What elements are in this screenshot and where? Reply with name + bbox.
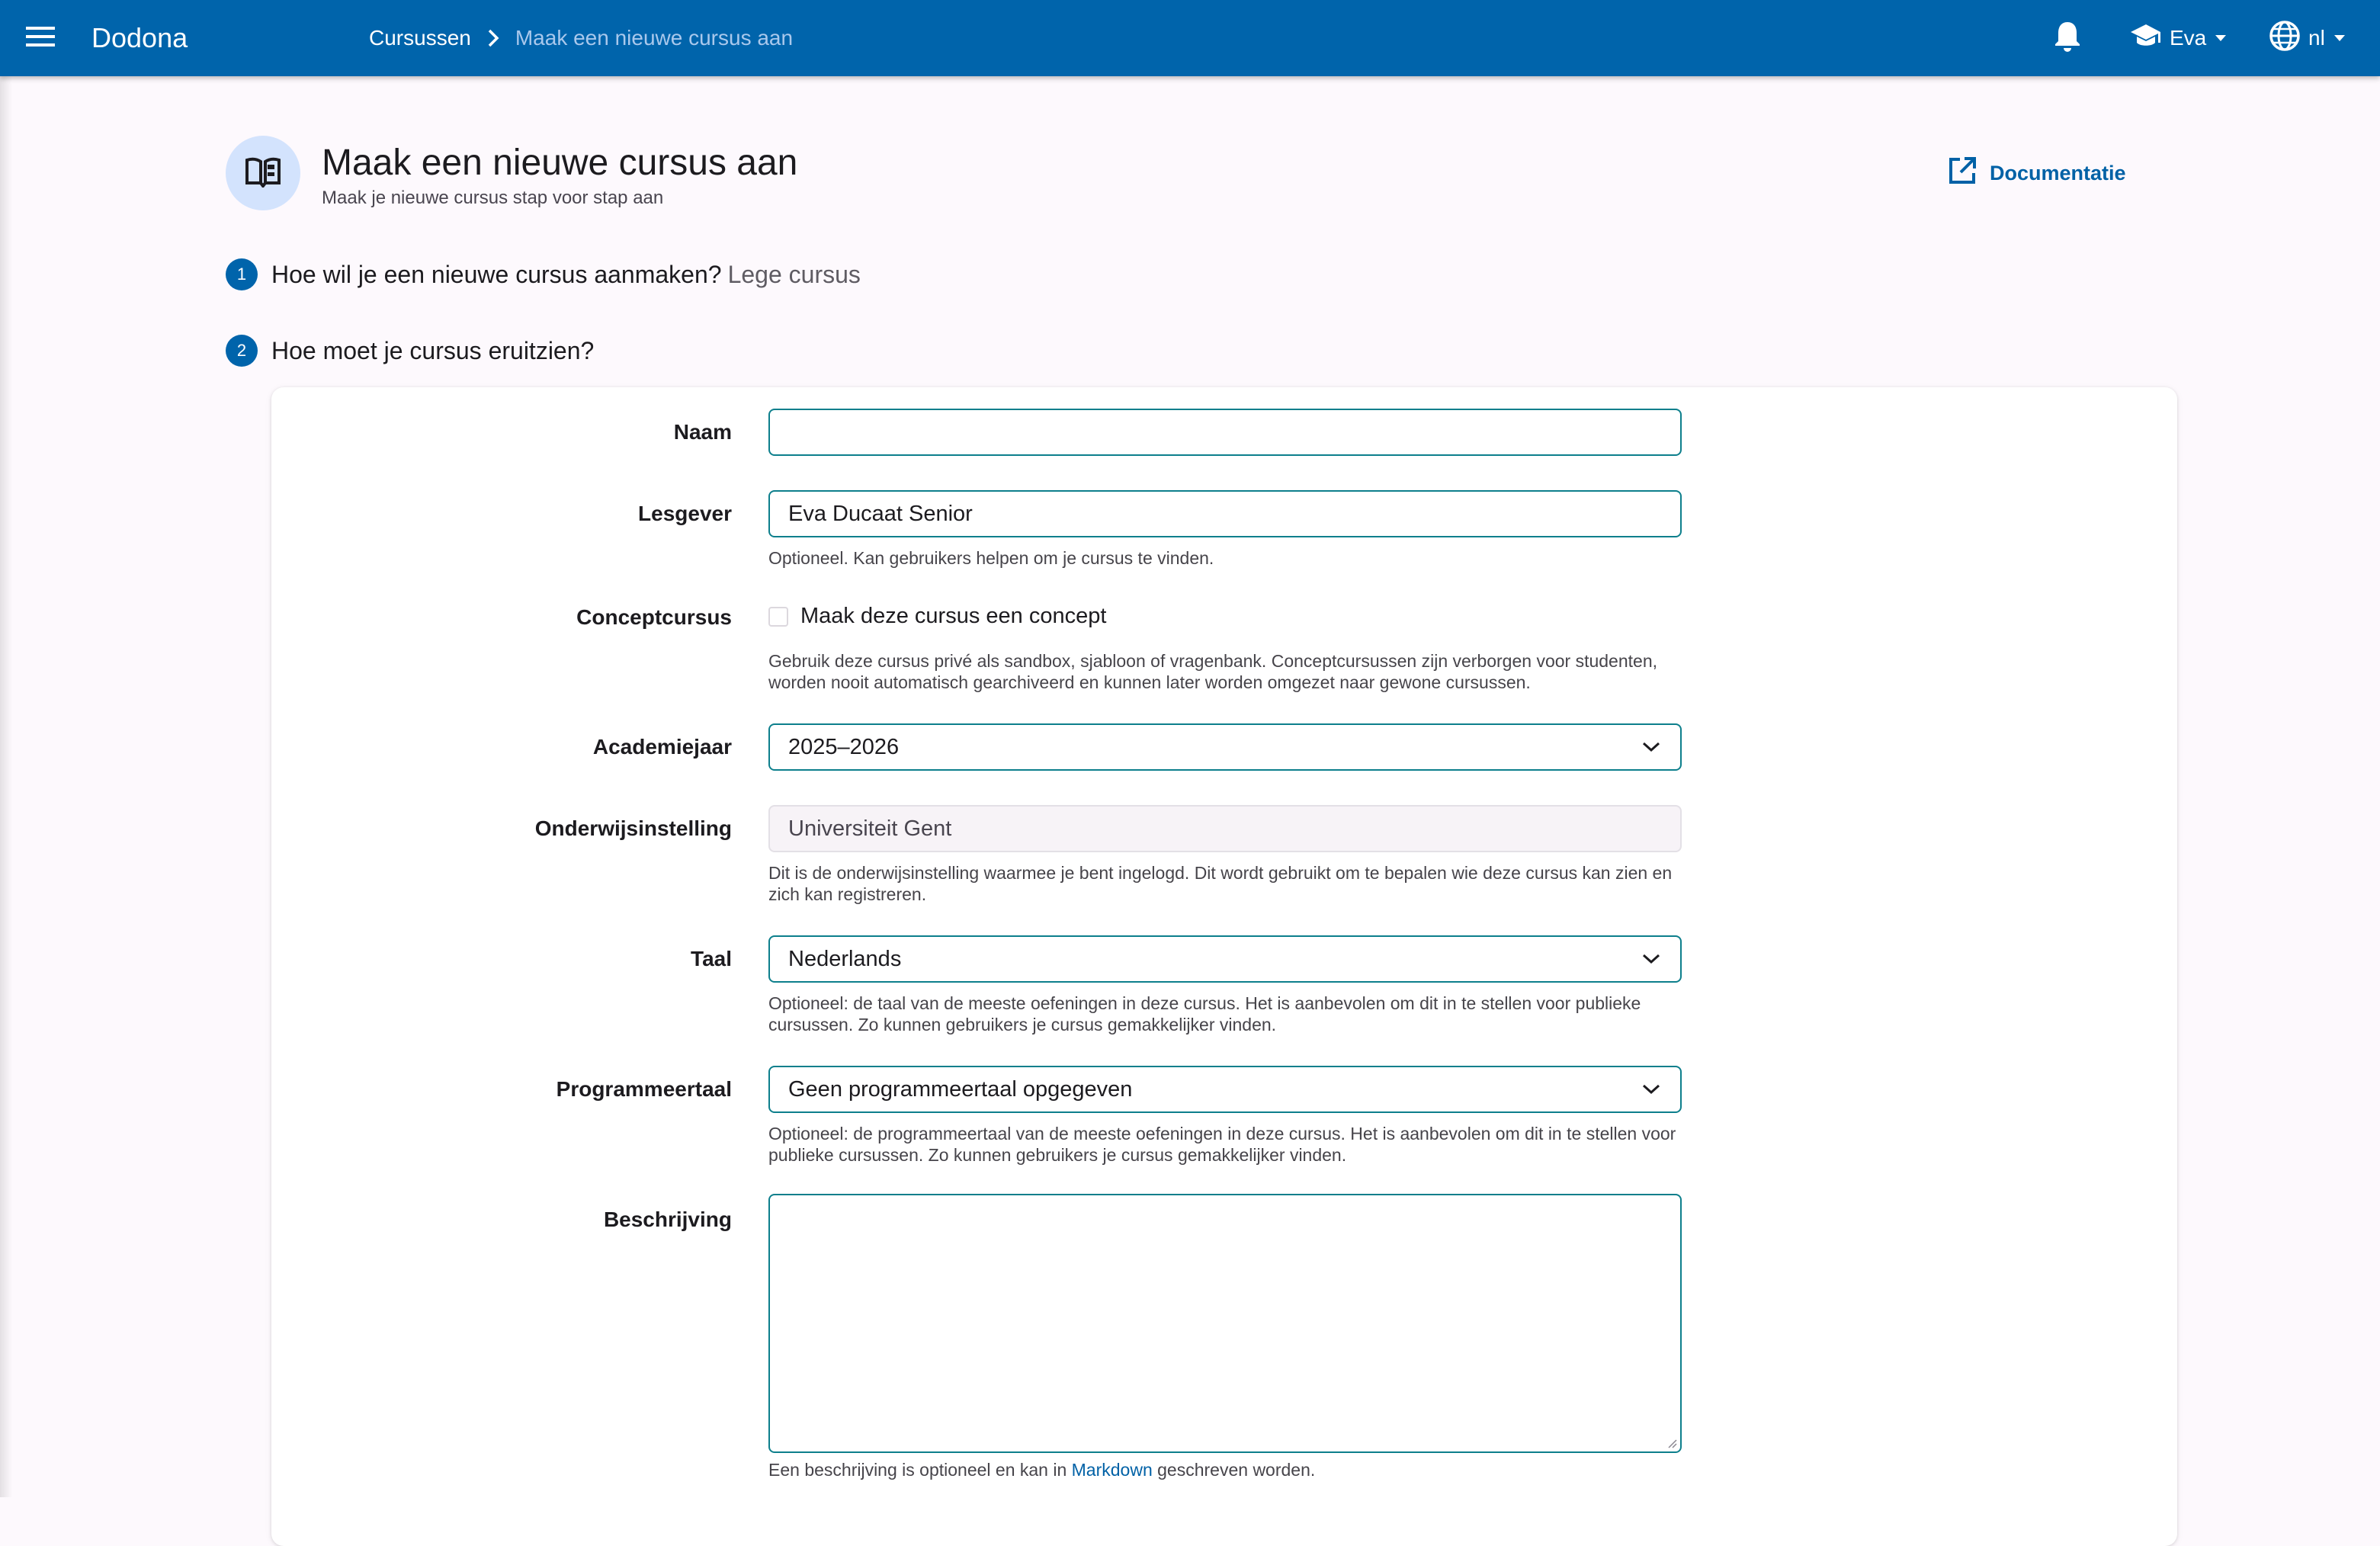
description-label: Beschrijving xyxy=(603,1208,732,1231)
institution-help: Dit is de onderwijsinstelling waarmee je bent ingelogd. Dit wordt gebruikt om te bepalen wie deze cursus kan zien en zich kan registreren. xyxy=(768,863,1673,904)
chevron-down-icon xyxy=(1641,948,1662,970)
markdown-link[interactable]: Markdown xyxy=(1071,1460,1153,1480)
external-link-icon xyxy=(1947,156,1977,191)
description-help-text: Een beschrijving is optioneel en kan in xyxy=(768,1460,1067,1480)
chevron-down-icon xyxy=(1641,1079,1662,1100)
draft-checkbox-label[interactable]: Maak deze cursus een concept xyxy=(800,604,1107,628)
language-select[interactable] xyxy=(768,935,1682,983)
year-select[interactable] xyxy=(768,723,1682,771)
institution-value: Universiteit Gent xyxy=(788,816,952,841)
draft-checkbox[interactable] xyxy=(768,607,788,627)
draft-label: Conceptcursus xyxy=(576,605,732,629)
step-answer: Lege cursus xyxy=(727,260,861,288)
course-icon xyxy=(226,136,300,210)
programming-language-label: Programmeertaal xyxy=(556,1077,732,1101)
year-label: Academiejaar xyxy=(592,735,732,759)
language-code: nl xyxy=(2308,26,2325,50)
book-open-icon xyxy=(244,156,282,191)
description-help-text-end: geschreven worden. xyxy=(1157,1460,1316,1480)
caret-down-icon xyxy=(2334,35,2345,41)
teacher-label: Lesgever xyxy=(638,502,732,525)
institution-field xyxy=(768,805,1682,852)
graduation-cap-icon xyxy=(2130,23,2162,54)
name-input[interactable] xyxy=(768,409,1682,456)
programming-language-select[interactable] xyxy=(768,1066,1682,1113)
breadcrumb-courses[interactable]: Cursussen xyxy=(369,26,471,50)
breadcrumb xyxy=(369,0,793,76)
step-question: Hoe moet je cursus eruitzien? xyxy=(271,336,595,364)
caret-down-icon xyxy=(2215,35,2226,41)
draft-help: Gebruik deze cursus privé als sandbox, sjabloon of vragenbank. Conceptcursussen zijn verborgen voor studenten, worden nooit automatisch gearchiveerd en kunnen later worden omgezet naar gewone cursussen. xyxy=(768,651,1658,692)
step-question: Hoe wil je een nieuwe cursus aanmaken? xyxy=(271,260,722,288)
hamburger-icon xyxy=(26,25,55,52)
programming-language-help: Optioneel: de programmeertaal van de meeste oefeningen in deze cursus. Het is aanbevolen om dit in te stellen voor publieke cursussen. Zo kunnen gebruikers je cursus gemakkelijker vinden. xyxy=(768,1124,1676,1165)
page-subtitle: Maak je nieuwe cursus stap voor stap aan xyxy=(322,188,664,208)
bell-icon xyxy=(2053,20,2082,57)
menu-button[interactable] xyxy=(20,0,61,76)
language-menu[interactable] xyxy=(2269,0,2345,76)
edge-shadow xyxy=(0,76,12,1497)
brand-logo[interactable]: Dodona xyxy=(91,22,188,53)
documentation-label: Documentatie xyxy=(1990,162,2126,184)
step-2[interactable] xyxy=(226,335,594,367)
teacher-value: Eva Ducaat Senior xyxy=(788,501,973,526)
notifications-button[interactable] xyxy=(2051,0,2084,76)
programming-language-value: Geen programmeertaal opgegeven xyxy=(788,1076,1133,1102)
globe-icon xyxy=(2269,20,2301,57)
breadcrumb-current: Maak een nieuwe cursus aan xyxy=(515,26,794,50)
name-label: Naam xyxy=(673,420,732,444)
documentation-link[interactable] xyxy=(1947,156,2126,191)
chevron-right-icon xyxy=(486,28,500,48)
language-help: Optioneel: de taal van de meeste oefeningen in deze cursus. Het is aanbevolen om dit in te stellen voor publieke cursussen. Zo kunnen gebruikers je cursus gemakkelijker vinden. xyxy=(768,993,1641,1034)
step-1[interactable] xyxy=(226,258,861,290)
description-help xyxy=(768,1459,1683,1480)
step-number: 2 xyxy=(226,335,258,367)
app-bar xyxy=(0,0,2380,76)
teacher-help: Optioneel. Kan gebruikers helpen om je cursus te vinden. xyxy=(768,548,1214,568)
resize-handle-icon[interactable] xyxy=(1666,1438,1677,1448)
chevron-down-icon xyxy=(1641,736,1662,758)
year-value: 2025–2026 xyxy=(788,734,900,759)
language-label: Taal xyxy=(691,947,732,970)
institution-label: Onderwijsinstelling xyxy=(534,816,732,840)
language-value: Nederlands xyxy=(788,946,902,971)
description-textarea[interactable] xyxy=(768,1194,1682,1453)
teacher-input[interactable] xyxy=(768,490,1682,537)
page-title: Maak een nieuwe cursus aan xyxy=(322,143,798,183)
step-number: 1 xyxy=(226,258,258,290)
user-name: Eva xyxy=(2170,26,2207,50)
user-menu[interactable] xyxy=(2130,0,2226,76)
